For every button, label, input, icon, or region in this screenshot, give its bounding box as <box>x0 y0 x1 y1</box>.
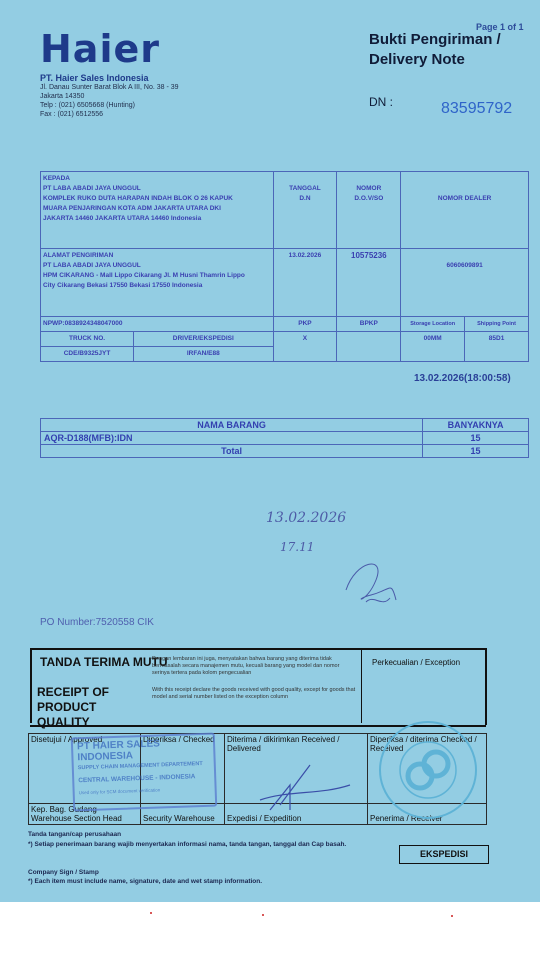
company-sign-title: Company Sign / Stamp <box>28 869 99 876</box>
company-name: PT. Haier Sales Indonesia <box>40 73 149 83</box>
driver-name: IRFAN/E88 <box>134 347 273 362</box>
dn-number: 83595792 <box>441 100 513 117</box>
document-title-line1: Bukti Pengiriman / <box>369 31 501 48</box>
received-cell: Diperiksa / diterima Checked / Received <box>368 734 487 804</box>
stamp-line4: Used only for SCM document verification <box>78 787 161 796</box>
company-address-2: Jakarta 14350 <box>40 93 85 100</box>
copy-label: EKSPEDISI <box>399 845 489 864</box>
company-address-1: Jl. Danau Sunter Barat Blok A III, No. 38 - 39 <box>40 84 179 91</box>
warehouse-head-label: Kep. Bag. Gudang Warehouse Section Head <box>29 804 141 825</box>
kepada-line: JAKARTA 14460 JAKARTA UTARA 14460 Indonesia <box>43 215 202 222</box>
bpkp-value <box>337 332 401 362</box>
dealer-number-text: 6060609891 <box>446 262 483 269</box>
dealer-number <box>401 249 529 317</box>
kepada-line: PT LABA ABADI JAYA UNGGUL <box>43 185 141 192</box>
item-qty: 15 <box>423 432 529 445</box>
handwritten-time: 17.11 <box>280 540 315 554</box>
alamat-cell <box>41 249 274 317</box>
tanggal-cell <box>273 172 337 249</box>
kepada-cell <box>41 172 274 249</box>
total-value: 15 <box>423 445 529 458</box>
page-number: Page 1 of 1 <box>476 22 524 32</box>
security-label: Security Warehouse <box>141 804 225 825</box>
nomor-cell <box>337 172 401 249</box>
tanggal-label: TANGGAL <box>289 185 321 192</box>
document-title-line2: Delivery Note <box>369 51 465 68</box>
company-sign-note: *) Each item must include name, signature, date and wet stamp information. <box>28 878 263 885</box>
receiver-stamp <box>368 718 488 823</box>
haier-logo: Haier <box>40 27 160 71</box>
shipping-label: Shipping Point <box>465 317 529 332</box>
items-table <box>40 418 529 458</box>
item-name: AQR-D188(MFB):IDN <box>41 432 423 445</box>
kepada-line: KOMPLEK RUKO DUTA HARAPAN INDAH BLOK O 26 KAPUK <box>43 195 233 202</box>
approved-cell: Disetujui / Approved <box>29 734 141 804</box>
order-number: 10575236 <box>337 249 401 317</box>
alamat-line: City Cikarang Bekasi 17550 Bekasi 17550 Indonesia <box>43 282 203 289</box>
company-phone: Telp : (021) 6505668 (Hunting) <box>40 102 135 109</box>
pkp-label: PKP <box>273 317 337 332</box>
driver-label: DRIVER/EKSPEDISI <box>134 332 273 347</box>
print-timestamp: 13.02.2026(18:00:58) <box>414 373 511 384</box>
npwp-cell: NPWP:0838924348047000 <box>41 317 274 332</box>
col-header-qty: BANYAKNYA <box>423 419 529 432</box>
date-value: 13.02.2026 <box>273 249 337 317</box>
stamp-line1: PT HAIER SALES INDONESIA <box>76 738 161 764</box>
storage-value: 00MM <box>401 332 465 362</box>
dn-label: DN : <box>369 95 393 109</box>
company-stamp <box>71 733 217 812</box>
total-label: Total <box>41 445 423 458</box>
kepada-line: MUARA PENJARINGAN KOTA ADM JAKARTA UTARA DKI <box>43 205 221 212</box>
checked-cell: Diperiksa / Checked <box>141 734 225 804</box>
storage-label: Storage Location <box>401 317 465 332</box>
pkp-value: X <box>273 332 337 362</box>
bpkp-label: BPKP <box>337 317 401 332</box>
sign-note: *) Setiap penerimaan barang wajib menyertakan informasi nama, tanda tangan, tanggal dan Cap basah. <box>28 841 347 848</box>
shipping-value: 85D1 <box>465 332 529 362</box>
nomor-value: D.O.V/SO <box>354 195 384 202</box>
document-title <box>369 30 501 70</box>
alamat-label: ALAMAT PENGIRIMAN <box>43 252 114 259</box>
handwritten-date: 13.02.2026 <box>266 510 347 526</box>
po-number: PO Number:7520558 CIK <box>40 617 154 628</box>
header-table <box>40 171 529 362</box>
receipt-title-id: TANDA TERIMA MUTU <box>40 655 168 669</box>
exception-label: Perkecualian / Exception <box>372 658 461 667</box>
truck-driver-table <box>41 332 273 361</box>
dealer-label: NOMOR DEALER <box>437 195 492 202</box>
table-row <box>41 432 529 445</box>
expedition-label: Expedisi / Expedition <box>225 804 368 825</box>
total-row <box>41 445 529 458</box>
receipt-text-en: With this receipt declare the goods received with good quality, except for goods that model and serial number listed on the exception column <box>152 687 356 700</box>
alamat-line: PT LABA ABADI JAYA UNGGUL <box>43 262 141 269</box>
kepada-label: KEPADA <box>43 175 70 182</box>
truck-driver-cell <box>41 332 274 362</box>
company-fax: Fax : (021) 6512556 <box>40 111 104 118</box>
receiver-label: Penerima / Receiver <box>368 804 487 825</box>
signature-scribble <box>336 550 406 610</box>
expedition-signature <box>250 745 360 815</box>
receipt-text-id: Dengan lembaran ini juga, menyatakan bahwa barang yang diterima tidak bermasalah secara manajemen mutu, kecuali barang yang model dan nomor serinya tertera pada kolom pengecualian <box>152 656 340 676</box>
truck-label: TRUCK NO. <box>41 332 134 347</box>
delivered-cell: Diterima / dikirimkan Received / Delivered <box>225 734 368 804</box>
dealer-cell <box>401 172 529 249</box>
nomor-label: NOMOR <box>356 185 382 192</box>
receipt-divider <box>361 648 363 723</box>
truck-number: CDE/B9325JYT <box>41 347 134 362</box>
stamp-line2: SUPPLY CHAIN MANAGEMENT DEPARTEMENT <box>77 760 203 772</box>
sign-title: Tanda tangan/cap perusahaan <box>28 831 122 838</box>
speck <box>150 912 152 914</box>
tanggal-value: D.N <box>299 195 311 202</box>
alamat-line: HPM CIKARANG - Mall Lippo Cikarang Jl. M Husni Thamrin Lippo <box>43 272 245 279</box>
speck <box>451 915 453 917</box>
col-header-name: NAMA BARANG <box>41 419 423 432</box>
speck <box>262 914 264 916</box>
receipt-title-en: RECEIPT OF PRODUCT QUALITY <box>37 685 110 729</box>
stamp-line3: CENTRAL WAREHOUSE - INDONESIA <box>78 773 196 785</box>
receipt-bracket-right <box>485 648 488 725</box>
